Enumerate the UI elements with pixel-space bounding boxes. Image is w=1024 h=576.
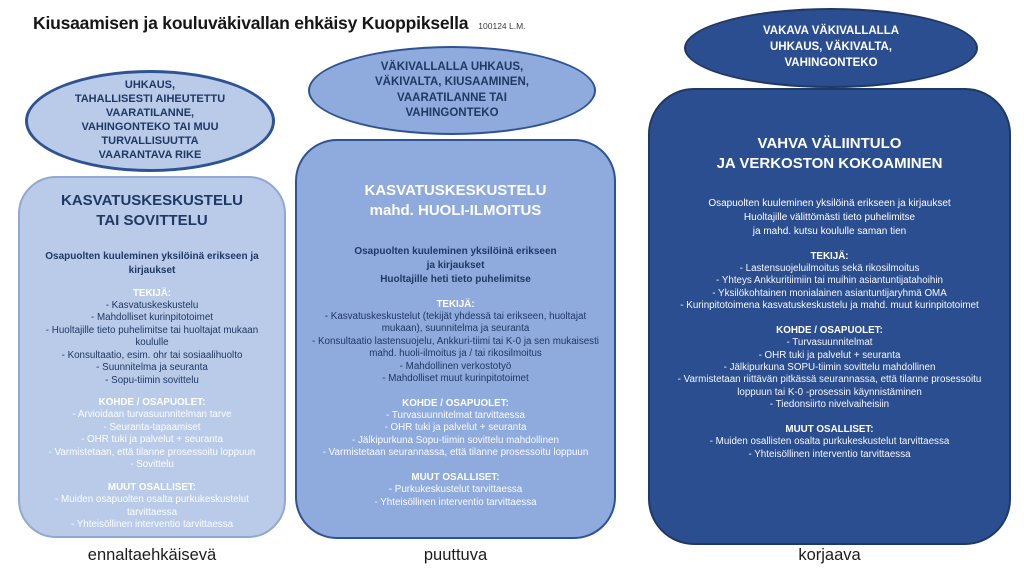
box-title-line: KASVATUSKESKUSTELU	[61, 192, 243, 209]
ellipse-text-line: VAARATILANNE,	[105, 107, 195, 120]
stage-label-preventive: ennaltaehkäisevä	[87, 546, 217, 564]
bullet-line: - Konsultaatio lastensuojelu, Ankkuri-tiimi tai K-0 ja sen mukaisesti mahd. huoli-ilmoitus ja / tai rikosilmoitus	[312, 335, 599, 360]
box-title-line: JA VERKOSTON KOKOAMINEN	[716, 155, 943, 173]
stage-box-intervening	[295, 139, 616, 539]
bullet-line: - Varmistetaan seurannassa, että tilanne prosessoitu loppuun	[322, 447, 589, 459]
section-tekija	[20, 288, 284, 388]
section-items	[306, 311, 605, 386]
ellipse-text-line: UHKAUS, VÄKIVALTA,	[769, 41, 892, 54]
section-items	[659, 263, 1000, 313]
box-subtitle-line: Huoltajille välittömästi tieto puhelimitse	[743, 211, 916, 223]
section-heading: TEKIJÄ:	[132, 287, 172, 299]
bullet-line: - Jälkipurkuna SOPU-tiimin sovittelu mahdollinen	[723, 362, 936, 373]
bullet-line: - Varmistetaan riittävän pitkässä seurannassa, että tilanne prosessoitu loppuun tai K-0 -prosessin käynnistäminen	[677, 374, 982, 398]
section-kohde-osapuolet	[297, 398, 614, 460]
box-subtitle-line: Osapuolten kuuleminen yksilöinä erikseen ja	[45, 250, 259, 262]
box-subtitle-line: ja mahd. kutsu koululle saman tien	[752, 225, 907, 237]
box-subtitle-line: Osapuolten kuuleminen yksilöinä erikseen	[354, 245, 557, 257]
ellipse-text-line: UHKAUS,	[124, 79, 176, 92]
bullet-line: - Yhteisöllinen interventio tarvittaessa	[748, 448, 911, 460]
stage-ellipse-intervening	[308, 46, 596, 135]
box-subtitle-line: Huoltajille heti tieto puhelimitse	[380, 273, 531, 285]
section-items	[659, 436, 1000, 461]
page-title: Kiusaamisen ja kouluväkivallan ehkäisy Kuoppiksella	[33, 13, 469, 33]
box-subtitle-line: kirjaukset	[128, 264, 176, 276]
section-heading: KOHDE / OSAPUOLET:	[776, 324, 883, 336]
section-kohde-osapuolet	[650, 325, 1009, 412]
bullet-line: - Varmistetaan, että tilanne prosessoitu loppuun	[48, 446, 256, 458]
bullet-line: - Kasvatuskeskustelu	[105, 299, 199, 311]
bullet-line: - Yhteisöllinen interventio tarvittaessa	[70, 518, 234, 530]
bullet-line: - Mahdolliset kurinpitotoimet	[91, 312, 213, 324]
section-heading: TEKIJÄ:	[436, 298, 475, 310]
ellipse-text-line: VAHINGONTEKO TAI MUU	[81, 121, 219, 133]
bullet-line: - Lastensuojeluilmoitus sekä rikosilmoitus	[739, 262, 920, 274]
stage-label-intervening: puuttuva	[423, 546, 488, 564]
ellipse-text-line: VÄKIVALLALLA UHKAUS,	[380, 61, 524, 74]
bullet-line: - Yhteisöllinen interventio tarvittaessa	[374, 496, 537, 508]
ellipse-text-line: VAKAVA VÄKIVALLALLA	[762, 25, 900, 38]
bullet-line: - Kasvatuskeskustelut (tekijät yhdessä tai erikseen, huoltajat mukaan), suunnitelma ja seuranta	[324, 310, 587, 335]
bullet-line: - Purkukeskustelut tarvittaessa	[388, 484, 523, 496]
bullet-line: - Konsultaatio, esim. ohr tai sosiaalihuolto	[61, 349, 243, 361]
box-subtitle	[20, 250, 284, 278]
stage-ellipse-corrective	[684, 8, 978, 88]
section-heading: KOHDE / OSAPUOLET:	[98, 397, 206, 408]
ellipse-text	[763, 24, 899, 72]
stage-label-corrective: korjaava	[798, 546, 861, 564]
bullet-line: - Kurinpitotoimena kasvatuskeskustelu ja mahd. muut kurinpitotoimet	[680, 300, 979, 312]
section-heading: MUUT OSALLISET:	[411, 471, 500, 483]
section-heading: MUUT OSALLISET:	[785, 423, 874, 435]
ellipse-text-line: VAHINGONTEKO	[405, 106, 499, 119]
section-tekija	[650, 251, 1009, 313]
ellipse-text-line: VAHINGONTEKO	[784, 56, 878, 69]
box-title-line: KASVATUSKESKUSTELU	[364, 182, 547, 199]
ellipse-text-line: VAARATILANNE TAI	[397, 91, 507, 104]
ellipse-text-line: VAARANTAVA RIKE	[98, 148, 202, 161]
ellipse-text-line: TURVALLISUUTTA	[101, 134, 199, 147]
bullet-line: - OHR tuki ja palvelut + seuranta	[384, 422, 527, 434]
bullet-line: - Turvasuunnitelmat	[786, 337, 873, 349]
section-items	[306, 410, 605, 460]
bullet-line: - Jälkipurkuna Sopu-tiimin sovittelu mahdollinen	[352, 434, 559, 446]
section-items	[29, 300, 275, 387]
box-title-line: mahd. HUOLI-ILMOITUS	[369, 202, 542, 220]
bullet-line: - Mahdollinen verkostotyö	[399, 360, 512, 372]
bullet-line: - Arvioidaan turvasuunnitelman tarve	[72, 409, 232, 421]
bullet-line: - Muiden osallisten osalta purkukeskustelut tarvittaessa	[709, 436, 950, 448]
bullet-line: - Seuranta-tapaamiset	[103, 421, 201, 433]
section-heading: TEKIJÄ:	[810, 250, 849, 262]
bullet-line: - Tiedonsiirto nivelvaiheisiin	[769, 399, 890, 411]
stage-box-preventive	[18, 176, 286, 538]
ellipse-text	[75, 79, 225, 163]
section-heading: MUUT OSALLISET:	[107, 481, 197, 493]
bullet-line: - Muiden osapuolten osalta purkukeskustelut tarvittaessa	[55, 494, 249, 518]
section-heading: KOHDE / OSAPUOLET:	[402, 397, 509, 409]
box-title	[650, 134, 1009, 175]
bullet-line: - Sopu-tiimin sovittelu	[105, 374, 199, 386]
box-subtitle	[650, 197, 1009, 239]
ellipse-text-line: VÄKIVALTA, KIUSAAMINEN,	[375, 76, 529, 89]
section-muut-osalliset	[297, 472, 614, 509]
box-title-line: TAI SOVITTELU	[96, 212, 208, 230]
section-items	[29, 409, 275, 471]
stage-box-corrective	[648, 88, 1011, 545]
section-muut-osalliset	[20, 482, 284, 532]
bullet-line: - OHR tuki ja palvelut + seuranta	[81, 434, 223, 446]
box-title	[20, 191, 284, 232]
box-subtitle	[297, 245, 614, 287]
box-title	[297, 181, 614, 222]
bullet-line: - Sovittelu	[130, 459, 174, 471]
section-items	[29, 494, 275, 531]
bullet-line: - Yksilökohtainen monialainen asiantuntijaryhmä OMA	[712, 287, 947, 299]
box-subtitle-line: ja kirjaukset	[426, 259, 485, 271]
bullet-line: - Huoltajille tieto puhelimitse tai huoltajat mukaan koululle	[45, 324, 259, 349]
title-row	[33, 13, 526, 34]
bullet-line: - Yhteys Ankkuritiimiin tai muihin asiantuntijatahoihin	[716, 275, 943, 287]
title-note: 100124 L.M.	[478, 21, 526, 31]
box-subtitle-line: Osapuolten kuuleminen yksilöinä erikseen ja kirjaukset	[708, 197, 951, 209]
bullet-line: - Mahdolliset muut kurinpitotoimet	[382, 373, 529, 385]
box-title-line: VAHVA VÄLIINTULO	[757, 135, 902, 152]
section-items	[306, 484, 605, 509]
section-muut-osalliset	[650, 424, 1009, 461]
stage-ellipse-preventive	[25, 70, 275, 172]
bullet-line: - Suunnitelma ja seuranta	[96, 362, 208, 374]
ellipse-text	[375, 60, 529, 121]
ellipse-text-line: TAHALLISESTI AIHEUTETTU	[74, 93, 226, 106]
bullet-line: - Turvasuunnitelmat tarvittaessa	[386, 410, 525, 421]
section-items	[659, 337, 1000, 412]
bullet-line: - OHR tuki ja palvelut + seuranta	[758, 349, 901, 361]
section-tekija	[297, 299, 614, 386]
section-kohde-osapuolet	[20, 397, 284, 472]
